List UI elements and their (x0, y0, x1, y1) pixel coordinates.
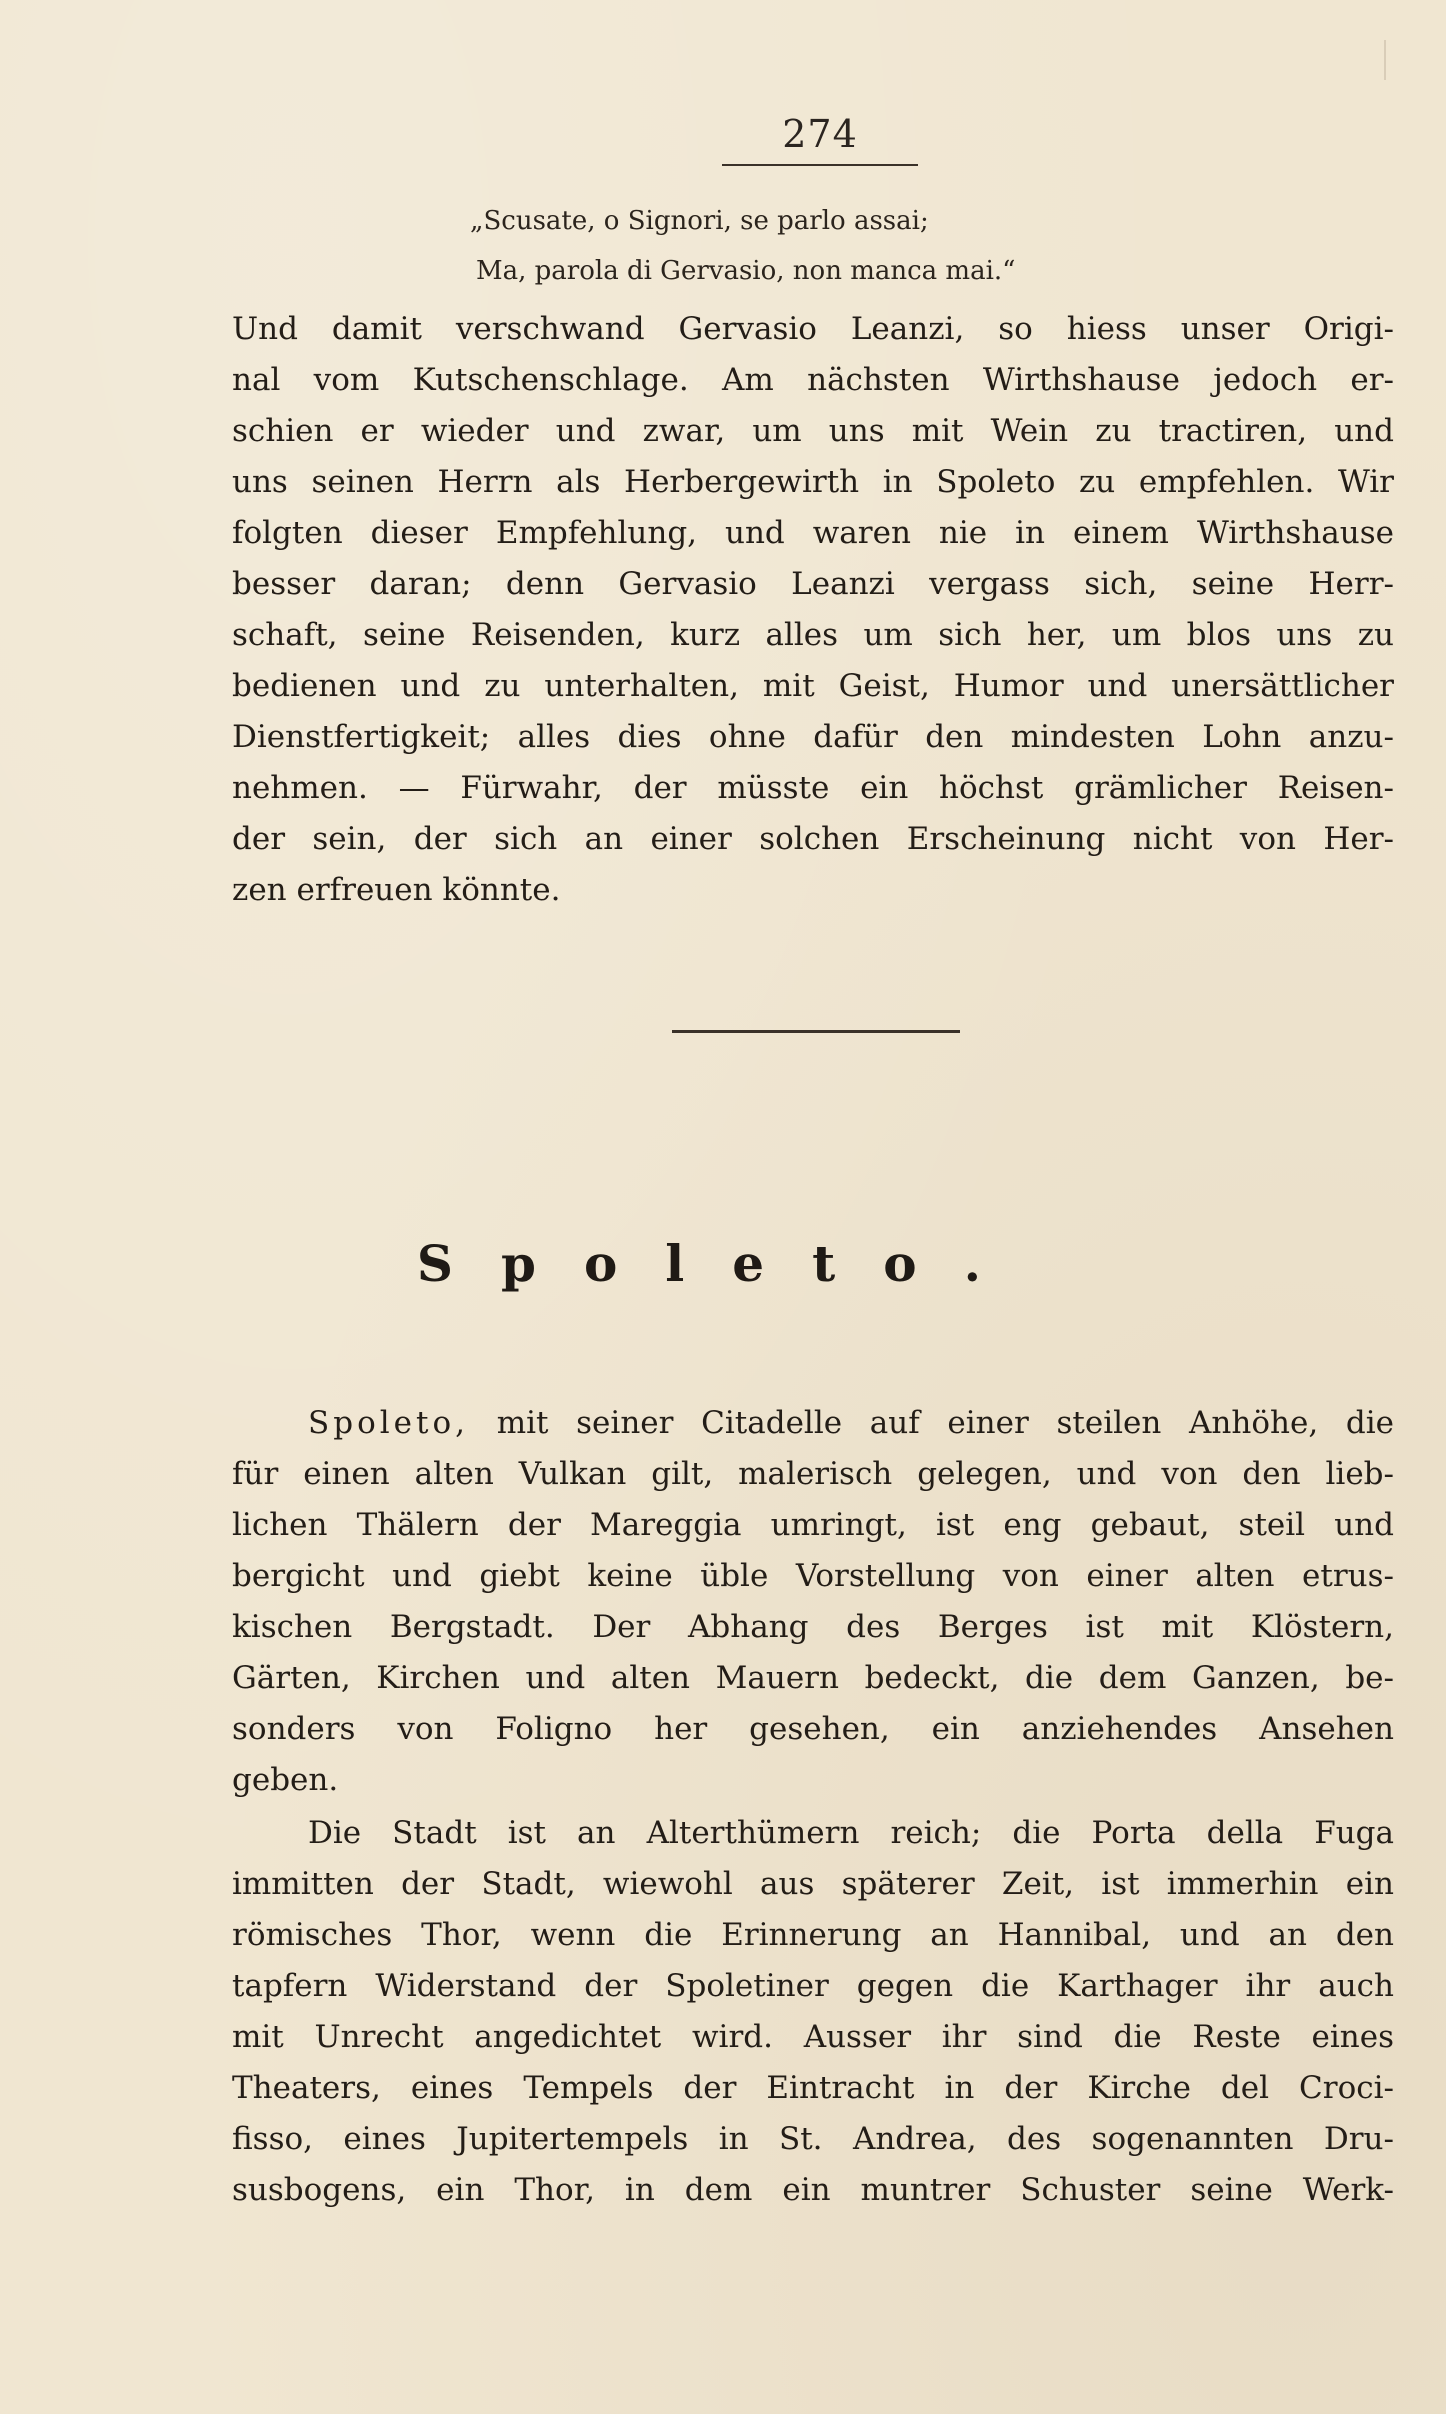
text-line (232, 1398, 1394, 1449)
text-line: fisso, eines Jupitertempels in St. Andrea, des sogenannten Dru- (232, 2121, 1394, 2157)
text-line: nehmen. — Fürwahr, der müsste ein höchst grämlicher Reisen- (232, 770, 1394, 806)
text-line: lichen Thälern der Mareggia umringt, ist eng gebaut, steil und (232, 1507, 1394, 1543)
text-line: nal vom Kutschenschlage. Am nächsten Wirthshause jedoch er- (232, 362, 1394, 398)
text-line: folgten dieser Empfehlung, und waren nie in einem Wirthshause (232, 515, 1394, 551)
text-line: Die Stadt ist an Alterthümern reich; die Porta della Fuga (308, 1815, 1394, 1851)
text-line: sonders von Foligno her gesehen, ein anziehendes Ansehen (232, 1711, 1394, 1747)
text-line: römisches Thor, wenn die Erinnerung an Hannibal, und an den (232, 1917, 1394, 1953)
text-line: zen erfreuen könnte. (232, 872, 561, 908)
verse-quotation (470, 196, 1230, 296)
emphasized-word: Spoleto, (308, 1405, 469, 1441)
text-line: immitten der Stadt, wiewohl aus späterer Zeit, ist immerhin ein (232, 1866, 1394, 1902)
text-line: kischen Bergstadt. Der Abhang des Berges ist mit Klöstern, (232, 1609, 1394, 1645)
paragraph-gervasio (232, 304, 1394, 916)
text-line: geben. (232, 1762, 339, 1798)
page-number-underline (722, 164, 918, 166)
text-line: uns seinen Herrn als Herbergewirth in Spoleto zu empfehlen. Wir (232, 464, 1394, 500)
text-line: schaft, seine Reisenden, kurz alles um sich her, um blos uns zu (232, 617, 1394, 653)
text-line: für einen alten Vulkan gilt, malerisch gelegen, und von den lieb- (232, 1456, 1394, 1492)
text-line: bedienen und zu unterhalten, mit Geist, Humor und unersättlicher (232, 668, 1394, 704)
text-line: besser daran; denn Gervasio Leanzi vergass sich, seine Herr- (232, 566, 1394, 602)
text-line: Dienstfertigkeit; alles dies ohne dafür den mindesten Lohn anzu- (232, 719, 1394, 755)
text-line: susbogens, ein Thor, in dem ein muntrer Schuster seine Werk- (232, 2172, 1394, 2208)
text-line: schien er wieder und zwar, um uns mit Wein zu tractiren, und (232, 413, 1394, 449)
text-line: Gärten, Kirchen und alten Mauern bedeckt, die dem Ganzen, be- (232, 1660, 1394, 1696)
text-line: Theaters, eines Tempels der Eintracht in der Kirche del Croci- (232, 2070, 1394, 2106)
text-fragment: mit seiner Citadelle auf einer steilen Anhöhe, die (496, 1405, 1394, 1441)
verse-line-2: Ma, parola di Gervasio, non manca mai.“ (476, 256, 1016, 286)
verse-line-1: „Scusate, o Signori, se parlo assai; (470, 206, 929, 236)
text-line: bergicht und giebt keine üble Vorstellung von einer alten etrus- (232, 1558, 1394, 1594)
section-divider (672, 1030, 960, 1033)
text-line: tapfern Widerstand der Spoletiner gegen die Karthager ihr auch (232, 1968, 1394, 2004)
text-line: der sein, der sich an einer solchen Erscheinung nicht von Her- (232, 821, 1394, 857)
paper-mark (1384, 40, 1386, 80)
section-heading: Spoleto. (416, 1234, 1030, 1293)
paragraph-spoleto-intro (232, 1398, 1394, 1806)
text-line: Und damit verschwand Gervasio Leanzi, so hiess unser Origi- (232, 311, 1394, 347)
paragraph-antiquities (232, 1808, 1394, 2216)
page-number: 274 (782, 112, 858, 156)
text-line: mit Unrecht angedichtet wird. Ausser ihr sind die Reste eines (232, 2019, 1394, 2055)
